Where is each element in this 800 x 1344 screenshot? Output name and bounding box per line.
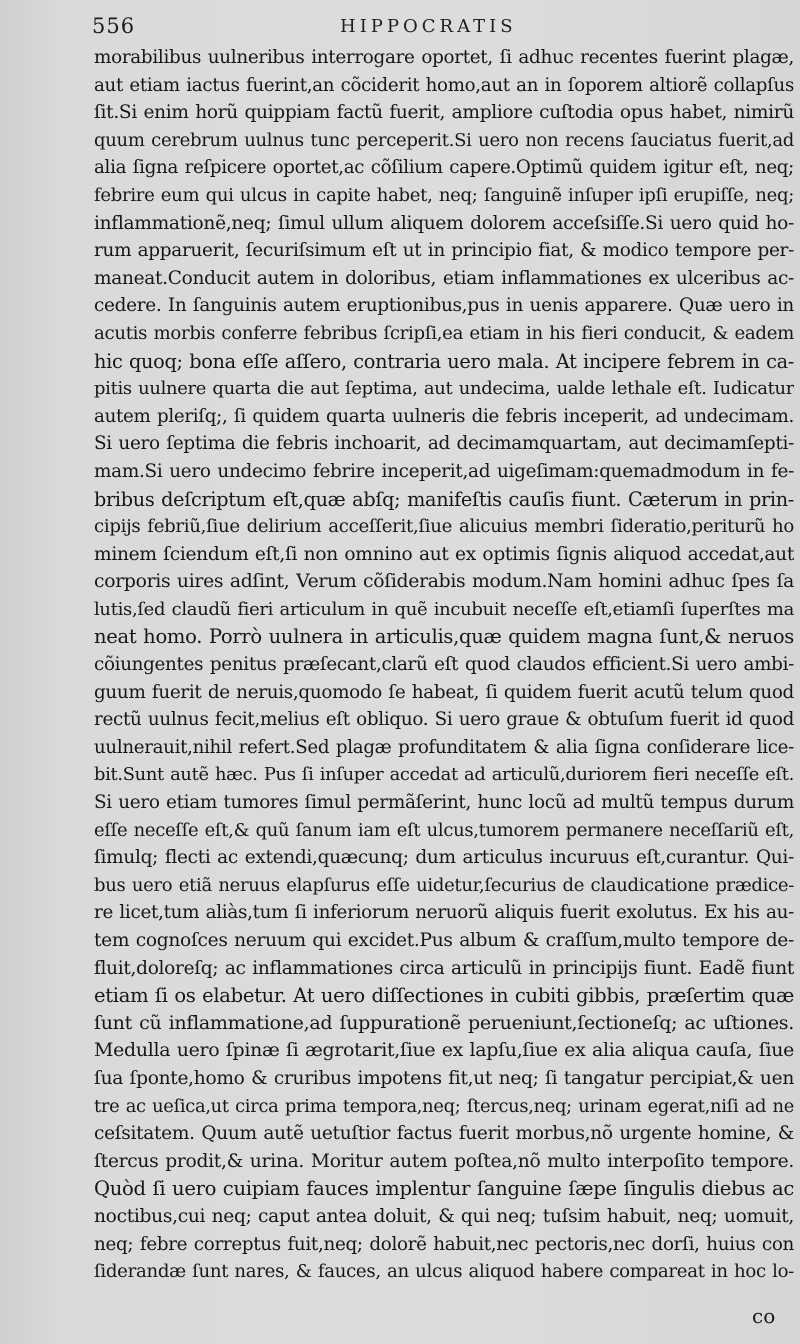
page-number: 556 — [92, 14, 136, 38]
text-line: minem ſciendum eſt,ſi non omnino aut ex optimis ſignis aliquod accedat,aut — [94, 543, 794, 565]
text-line: ſtercus prodit,& urina. Moritur autem poſtea,nõ multo interpoſito tempore. — [94, 1150, 794, 1172]
text-line: pitis uulnere quarta die aut ſeptima, aut undecima, ualde lethale eſt. Iudicatur — [94, 378, 794, 400]
text-line: ſua ſponte,homo & cruribus impotens fit,ut neq; ſi tangatur percipiat,& uen — [94, 1067, 794, 1089]
text-line: bribus deſcriptum eſt,quæ abſq; manifeſtis cauſis fiunt. Cæterum in prin- — [94, 487, 794, 511]
text-line: eſſe neceſſe eſt,& quũ ſanum iam eſt ulcus,tumorem permanere neceſſariũ eſt, — [94, 819, 794, 841]
text-line: quum cerebrum uulnus tunc perceperit.Si uero non recens ſauciatus fuerit,ad — [94, 129, 794, 151]
text-line: acutis morbis conferre febribus ſcripſi,ea etiam in his fieri conducit, & eadem — [94, 322, 794, 344]
text-line: fluit,doloreſq; ac inflammationes circa articulũ in principijs fiunt. Eadẽ fiunt — [94, 957, 794, 979]
text-line: Si uero ſeptima die febris inchoarit, ad decimamquartam, aut decimamſepti- — [94, 433, 794, 455]
text-line: aut etiam iactus fuerint,an cõciderit homo,aut an in ſoporem altiorẽ collapſus — [94, 74, 794, 96]
text-line: noctibus,cui neq; caput antea doluit, & qui neq; tuſsim habuit, neq; uomuit, — [94, 1205, 794, 1227]
text-line: Si uero etiam tumores ſimul permãſerint, hunc locũ ad multũ tempus durum — [94, 792, 794, 814]
text-line: Medulla uero ſpinæ ſi ægrotarit,ſiue ex lapſu,ſiue ex alia aliqua cauſa, ſiue — [94, 1039, 794, 1062]
text-line: guum fuerit de neruis,quomodo ſe habeat, ſi quidem fuerit acutũ telum quod — [94, 681, 794, 703]
text-line: morabilibus uulneribus interrogare oportet, ſi adhuc recentes fuerint plagæ, — [94, 47, 794, 68]
text-line: rectũ uulnus fecit,melius eſt obliquo. Si uero graue & obtuſum fuerit id quod — [94, 709, 794, 731]
text-line: bus uero etiã neruus elapſurus eſſe uidetur,ſecurius de claudicatione prædice- — [94, 874, 794, 896]
text-line: inflammationẽ,neq; ſimul ullum aliquem dolorem acceſsiſſe.Si uero quid ho- — [94, 212, 794, 234]
text-line: bit.Sunt autẽ hæc. Pus ſi inſuper accedat ad articulũ,duriorem fieri neceſſe eſt. — [94, 764, 794, 786]
text-line: neat homo. Porrò uulnera in articulis,quæ quidem magna ſunt,& neruos — [94, 625, 794, 649]
text-line: lutis,ſed claudũ fieri articulum in quẽ incubuit neceſſe eſt,etiamſi ſuperſtes ma — [94, 598, 794, 620]
text-line: neq; febre correptus fuit,neq; dolorẽ habuit,nec pectoris,nec dorſi, huius con — [94, 1233, 794, 1255]
text-line: re licet,tum aliàs,tum ſi inferiorum neruorũ aliquis fuerit exolutus. Ex his au- — [94, 902, 794, 924]
running-head: HIPPOCRATIS — [340, 16, 517, 37]
text-line: tem cognoſces neruum qui excidet.Pus album & craſſum,multo tempore de- — [94, 930, 794, 951]
text-line: ſiderandæ ſunt nares, & fauces, an ulcus aliquod habere compareat in hoc lo- — [94, 1261, 794, 1283]
text-line: corporis uires adſint, Verum cõſiderabis modum.Nam homini adhuc ſpes ſa — [94, 571, 794, 593]
text-line: ceſsitatem. Quum autẽ uetuſtior factus fuerit morbus,nõ urgente homine, & — [94, 1123, 794, 1145]
text-line: hic quoq; bona eſſe aſſero, contraria uero mala. At incipere febrem in ca- — [94, 349, 794, 373]
catchword: co — [752, 1304, 776, 1328]
text-line: ſit.Si enim horũ quippiam factũ fuerit, ampliore cuſtodia opus habet, nimirũ — [94, 102, 794, 124]
text-line: uulnerauit,nihil refert.Sed plagæ profunditatem & alia ſigna conſiderare lice- — [94, 736, 794, 758]
text-line: mam.Si uero undecimo febrire inceperit,ad uigeſimam:quemadmodum in fe- — [94, 460, 794, 482]
text-line: autem pleriſq;, ſi quidem quarta uulneris die febris inceperit, ad undecimam. — [94, 405, 794, 427]
text-line: cedere. In ſanguinis autem eruptionibus,pus in uenis apparere. Quæ uero in — [94, 295, 794, 317]
text-line: maneat.Conducit autem in doloribus, etiam inflammationes ex ulceribus ac- — [94, 267, 794, 289]
text-line: cõiungentes penitus præſecant,clarũ eſt quod claudos efficient.Si uero ambi- — [94, 654, 794, 676]
text-line: ſunt cũ inflammatione,ad ſuppurationẽ perueniunt,ſectioneſq; ac uſtiones. — [94, 1011, 794, 1034]
text-line: tre ac ueſica,ut circa prima tempora,neq; ſtercus,neq; urinam egerat,niſi ad ne — [94, 1095, 794, 1117]
text-line: alia ſigna reſpicere oportet,ac cõſilium capere.Optimũ quidem igitur eſt, neq; — [94, 157, 794, 179]
page-header — [92, 14, 792, 44]
text-line: ſimulq; flecti ac extendi,quæcunq; dum articulus incuruus eſt,curantur. Qui- — [94, 847, 794, 869]
text-line: etiam ſi os elabetur. At uero diſſectiones in cubiti gibbis, præſertim quæ — [94, 984, 794, 1008]
text-line: febrire eum qui ulcus in capite habet, neq; ſanguinẽ inſuper ipſi erupiſſe, neq; — [94, 184, 794, 206]
text-line: Quòd ſi uero cuipiam fauces implentur ſanguine ſæpe ſingulis diebus ac — [94, 1177, 794, 1201]
text-line: cipijs febriũ,ſiue delirium acceſſerit,ſiue alicuius membri ſideratio,periturũ ho — [94, 516, 794, 538]
text-line: rum apparuerit, ſecuriſsimum eſt ut in principio fiat, & modico tempore per- — [94, 240, 794, 262]
body-text — [94, 44, 794, 1286]
